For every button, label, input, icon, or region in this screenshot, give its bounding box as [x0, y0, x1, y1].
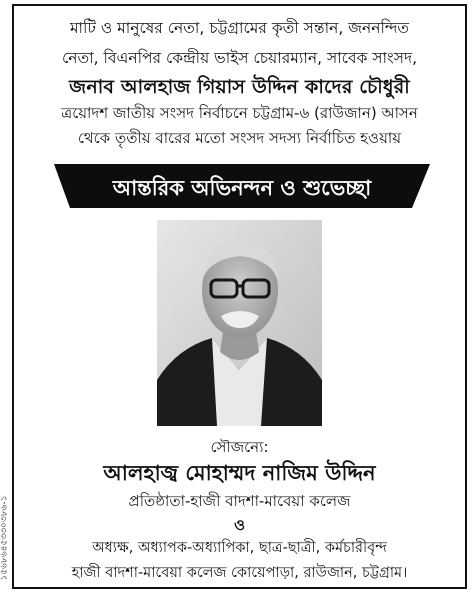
portrait-image [157, 220, 322, 426]
intro-line-1: মাটি ও মানুষের নেতা, চট্টগ্রামের কৃতী সন্তান, জননন্দিত [69, 19, 410, 37]
congratulation-ad [12, 4, 467, 589]
intro-line-2: নেতা, বিএনপির কেন্দ্রীয় ভাইস চেয়ারম্যান, সাবেক সাংসদ, [61, 49, 418, 67]
ad-reference-code-text: ১৫৬৮৬৪৫৩৩০৩৮৬-১ [0, 495, 10, 581]
staff-line: অধ্যক্ষ, অধ্যাপক-অধ্যাপিকা, ছাত্র-ছাত্রী, কর্মচারীবৃন্দ [92, 540, 387, 556]
banner-text: আন্তরিক অভিনন্দন ও শুভেচ্ছা [112, 176, 372, 200]
intro-line-4: ত্রয়োদশ জাতীয় সংসদ নির্বাচনে চট্টগ্রাম-৬ (রাউজান) আসন [61, 104, 418, 122]
conjunction-and: ও [233, 516, 246, 534]
sponsor-name: আলহাজ্ব মোহাম্মদ নাজিম উদ্দিন [103, 461, 376, 485]
college-address: হাজী বাদশা-মাবেয়া কলেজ কোয়েপাড়া, রাউজান, চট্টগ্রাম। [71, 565, 408, 581]
courtesy-label: সৌজন্যে: [210, 438, 269, 456]
honoree-name: জনাব আলহাজ গিয়াস উদ্দিন কাদের চৌধুরী [69, 76, 410, 98]
honoree-photo [157, 220, 322, 426]
ad-reference-code [0, 488, 9, 588]
founder-title: প্রতিষ্ঠাতা-হাজী বাদশা-মাবেয়া কলেজ [128, 492, 351, 510]
intro-line-5: থেকে তৃতীয় বারের মতো সংসদ সদস্য নির্বাচিত হওয়ায় [77, 129, 402, 147]
greeting-banner [54, 164, 430, 208]
